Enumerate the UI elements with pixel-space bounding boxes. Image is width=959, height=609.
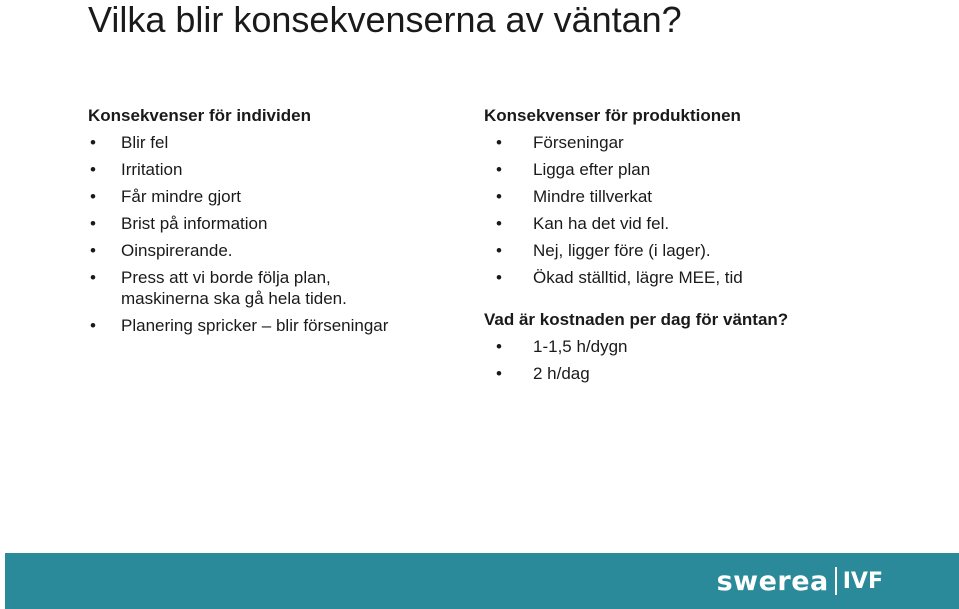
list-item: • Mindre tillverkat xyxy=(496,187,653,206)
bullet-icon: • xyxy=(496,133,502,152)
list-item: • Ökad ställtid, lägre MEE, tid xyxy=(496,268,743,287)
bullet-icon: • xyxy=(90,133,96,152)
production-consequences-column xyxy=(484,105,954,390)
individual-heading: Konsekvenser för individen xyxy=(88,106,311,125)
logo-main-text: swerea xyxy=(716,565,829,597)
list-item: • Brist på information xyxy=(90,214,268,233)
list-item: • Blir fel xyxy=(90,133,169,152)
list-item: • Press att vi borde följa plan, maskinerna ska gå hela tiden. xyxy=(90,268,347,308)
production-list xyxy=(484,132,954,288)
list-item: • Förseningar xyxy=(496,133,624,152)
cost-question: Vad är kostnaden per dag för väntan? xyxy=(484,310,789,329)
bullet-icon: • xyxy=(90,316,96,335)
bullet-icon: • xyxy=(90,187,96,206)
bullet-icon: • xyxy=(496,214,502,233)
list-item: • Irritation xyxy=(90,160,183,179)
bullet-icon: • xyxy=(496,268,502,287)
bullet-icon: • xyxy=(90,241,96,260)
list-item: • 2 h/dag xyxy=(496,364,590,383)
bullet-icon: • xyxy=(90,214,96,233)
list-item: • Oinspirerande. xyxy=(90,241,233,260)
list-item: • 1-1,5 h/dygn xyxy=(496,337,628,356)
bullet-icon: • xyxy=(496,364,502,383)
list-item: • Planering spricker – blir förseningar xyxy=(90,316,389,335)
slide-title: Vilka blir konsekvenserna av väntan? xyxy=(88,0,682,40)
list-item: • Kan ha det vid fel. xyxy=(496,214,670,233)
bullet-icon: • xyxy=(90,160,96,179)
list-item: • Ligga efter plan xyxy=(496,160,651,179)
individual-list xyxy=(88,132,468,336)
individual-consequences-column xyxy=(88,105,468,342)
bullet-icon: • xyxy=(496,241,502,260)
bullet-icon: • xyxy=(496,160,502,179)
footer-bar xyxy=(5,553,959,609)
list-item: • Får mindre gjort xyxy=(90,187,241,206)
list-item: • Nej, ligger före (i lager). xyxy=(496,241,711,260)
logo-divider xyxy=(835,567,837,595)
logo-sub-text: IVF xyxy=(842,568,883,594)
bullet-icon: • xyxy=(90,268,96,287)
cost-answers-list xyxy=(484,336,954,384)
bullet-icon: • xyxy=(496,337,502,356)
production-heading: Konsekvenser för produktionen xyxy=(484,106,741,125)
bullet-icon: • xyxy=(496,187,502,206)
swerea-ivf-logo xyxy=(717,561,883,601)
